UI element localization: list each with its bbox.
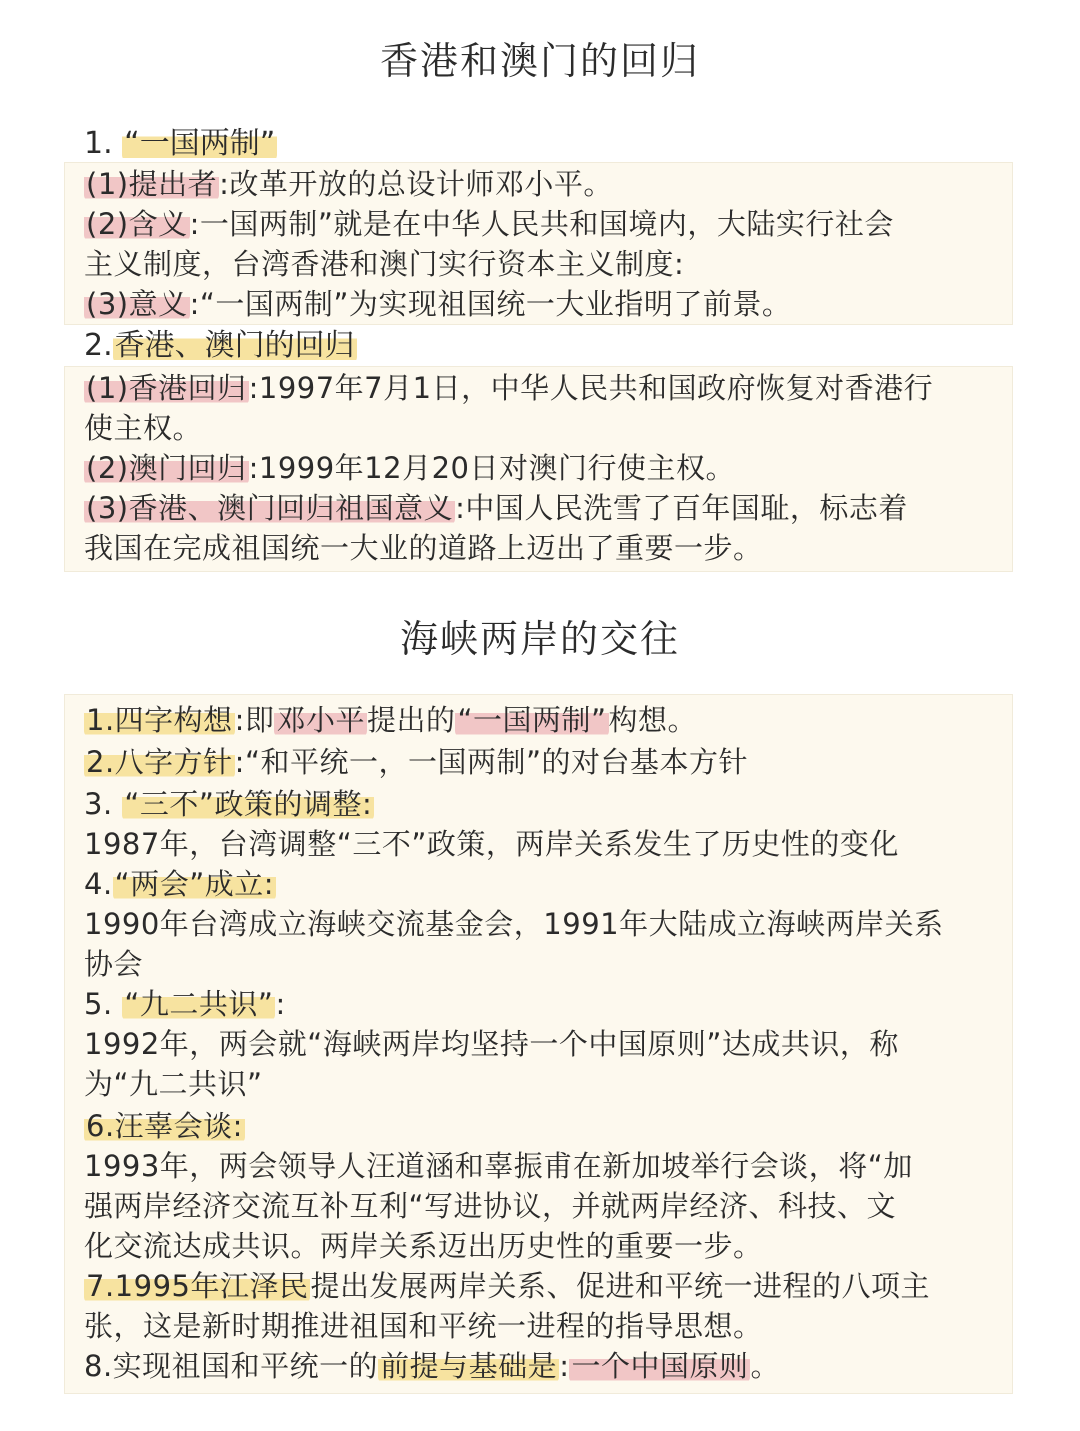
- s2-point3-text: 1987年，台湾调整“三不”政策，两岸关系发生了历史性的变化: [84, 827, 899, 861]
- s2-point5-text2: 为“九二共识”: [84, 1067, 263, 1101]
- s2-point8: 8.实现祖国和平统一的前提与基础是:一个中国原则。: [84, 1349, 780, 1383]
- s2-point3: 3. “三不”政策的调整:: [84, 787, 373, 821]
- item2-line5: 我国在完成祖国统一大业的道路上迈出了重要一步。: [84, 531, 763, 565]
- s2-point6-text3: 化交流达成共识。两岸关系迈出历史性的重要一步。: [84, 1229, 763, 1263]
- item1-number: 1.: [84, 126, 123, 161]
- item2-number: 2.: [84, 328, 113, 363]
- item2-line3: (2)澳门回归:1999年12月20日对澳门行使主权。: [86, 451, 735, 485]
- item1-line2: (2)含义:一国两制”就是在中华人民共和国境内，大陆实行社会: [86, 207, 894, 241]
- item2-highlight: 香港、澳门的回归: [114, 328, 355, 363]
- item1-line4: (3)意义:“一国两制”为实现祖国统一大业指明了前景。: [86, 287, 792, 321]
- item2-line1: (1)香港回归:1997年7月1日，中华人民共和国政府恢复对香港行: [86, 371, 934, 405]
- s2-point4-text2: 协会: [84, 947, 144, 981]
- s2-point7: 7.1995年江泽民提出发展两岸关系、促进和平统一进程的八项主: [86, 1269, 930, 1303]
- item1-line3: 主义制度，台湾香港和澳门实行资本主义制度:: [84, 247, 685, 281]
- s2-point4: 4.“两会”成立:: [84, 867, 274, 901]
- s2-point2: 2.八字方针:“和平统一，一国两制”的对台基本方针: [86, 745, 748, 779]
- s2-point6-text1: 1993年，两会领导人汪道涵和辜振甫在新加坡举行会谈，将“加: [84, 1149, 913, 1183]
- item1-line1: (1)提出者:改革开放的总设计师邓小平。: [86, 167, 613, 201]
- s2-point4-text1: 1990年台湾成立海峡交流基金会，1991年大陆成立海峡两岸关系: [84, 907, 944, 941]
- item1-highlight: “一国两制”: [124, 126, 276, 161]
- s2-point6-text2: 强两岸经济交流互补互利“写进协议，并就两岸经济、科技、文: [84, 1189, 897, 1223]
- s2-point7-text: 张，这是新时期推进祖国和平统一进程的指导思想。: [84, 1309, 763, 1343]
- s2-point6: 6.汪辜会谈:: [86, 1109, 243, 1143]
- item2-line2: 使主权。: [84, 411, 203, 445]
- s2-point1: 1.四字构想:即邓小平提出的“一国两制”构想。: [86, 703, 698, 737]
- item2-heading: [84, 326, 357, 366]
- item2-line4: (3)香港、澳门回归祖国意义:中国人民洗雪了百年国耻，标志着: [86, 491, 908, 525]
- item1-heading: [84, 124, 277, 164]
- section2-title: 海峡两岸的交往: [399, 617, 680, 661]
- s2-point5-text1: 1992年，两会就“海峡两岸均坚持一个中国原则”达成共识，称: [84, 1027, 899, 1061]
- page-title: 香港和澳门的回归: [379, 39, 700, 83]
- s2-point5: 5. “九二共识”:: [84, 987, 286, 1021]
